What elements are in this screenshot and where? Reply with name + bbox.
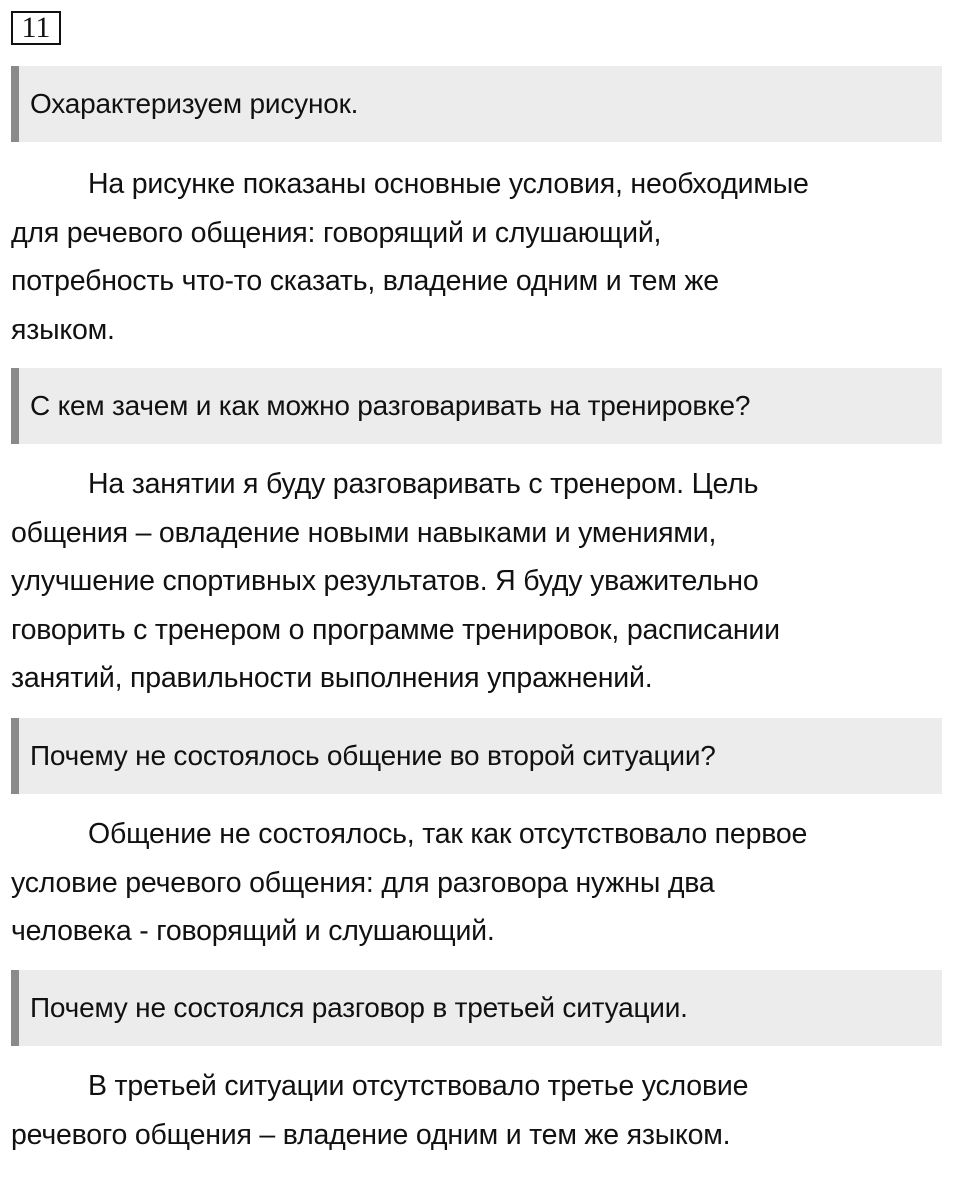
answer-line: условие речевого общения: для разговора нужны два bbox=[11, 866, 715, 899]
answer-line: человека - говорящий и слушающий. bbox=[11, 915, 495, 947]
answer-2 bbox=[11, 460, 946, 703]
question-4: Почему не состоялся разговор в третьей ситуации. bbox=[11, 970, 942, 1046]
answer-line: занятий, правильности выполнения упражнений. bbox=[11, 662, 653, 694]
answer-line: речевого общения – владение одним и тем же языком. bbox=[11, 1118, 731, 1151]
answer-line: улучшение спортивных результатов. Я буду уважительно bbox=[11, 565, 759, 597]
answer-line: для речевого общения: говорящий и слушающий, bbox=[11, 216, 662, 249]
question-1: Охарактеризуем рисунок. bbox=[11, 66, 942, 142]
answer-1 bbox=[11, 160, 946, 354]
answer-line: говорить с тренером о программе тренировок, расписании bbox=[11, 613, 780, 646]
answer-line: общения – овладение новыми навыками и умениями, bbox=[11, 516, 717, 549]
question-3: Почему не состоялось общение во второй ситуации? bbox=[11, 718, 942, 794]
answer-line: языком. bbox=[11, 313, 115, 346]
question-2: С кем зачем и как можно разговаривать на тренировке? bbox=[11, 368, 942, 444]
answer-line: На занятии я буду разговаривать с тренером. Цель bbox=[88, 468, 759, 500]
answer-line: В третьей ситуации отсутствовало третье условие bbox=[88, 1070, 749, 1102]
answer-3 bbox=[11, 810, 946, 956]
answer-line: потребность что-то сказать, владение одним и тем же bbox=[11, 265, 719, 297]
answer-line: Общение не состоялось, так как отсутствовало первое bbox=[88, 818, 808, 850]
answer-line: На рисунке показаны основные условия, необходимые bbox=[88, 168, 809, 200]
task-number: 11 bbox=[11, 11, 61, 45]
answer-4 bbox=[11, 1062, 946, 1159]
